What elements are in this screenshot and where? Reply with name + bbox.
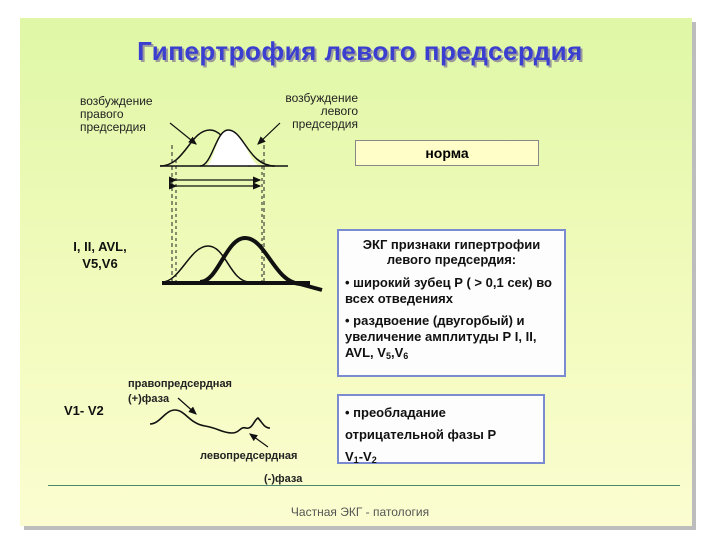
- pointer-left-atrium: [258, 123, 280, 144]
- label-positive-phase: правопредсердная (+)фаза: [128, 378, 232, 405]
- sign-double-hump: • раздвоение (двугорбый) и увеличение амплитуды Р I, II, AVL, $V_5,V_6$: [345, 313, 537, 361]
- v1v2-line2: отрицательной фазы Р: [345, 427, 497, 442]
- pointer-negative-phase: [250, 434, 268, 447]
- label-leads-v1v2: V1- V2: [64, 403, 104, 418]
- footer-text: Частная ЭКГ - патология: [290, 505, 430, 519]
- label-left-atrium: возбуждение левого предсердия: [285, 91, 358, 131]
- footer-divider: [48, 485, 680, 486]
- wave-right-hump: [162, 246, 250, 282]
- norma-label: норма: [355, 140, 539, 166]
- v1v2-sign-box: [337, 394, 545, 464]
- baseline-tail: [300, 284, 322, 290]
- wave-left-hump: [200, 238, 300, 284]
- label-leads-limb: I, II, AVL, V5,V6: [73, 239, 127, 271]
- sign-wide-p: • широкий зубец Р ( > 0,1 сек) во всех отведениях: [345, 275, 552, 306]
- slide-title: Гипертрофия левого предсердия: [137, 36, 583, 66]
- ecg-signs-heading: ЭКГ признаки гипертрофии левого предсердия:: [362, 237, 541, 267]
- pointer-right-atrium: [170, 123, 196, 144]
- label-negative-phase-sign: (-)фаза: [264, 473, 303, 485]
- label-negative-phase-name: левопредсердная: [200, 450, 298, 462]
- ecg-signs-box: [337, 229, 566, 377]
- v1v2-line1: • преобладание: [345, 405, 446, 420]
- v1v2-line3: $V_1-V_2$: [345, 449, 377, 465]
- biphasic-p-wave: [150, 410, 270, 433]
- label-right-atrium: возбуждение правого предсердия: [80, 94, 153, 134]
